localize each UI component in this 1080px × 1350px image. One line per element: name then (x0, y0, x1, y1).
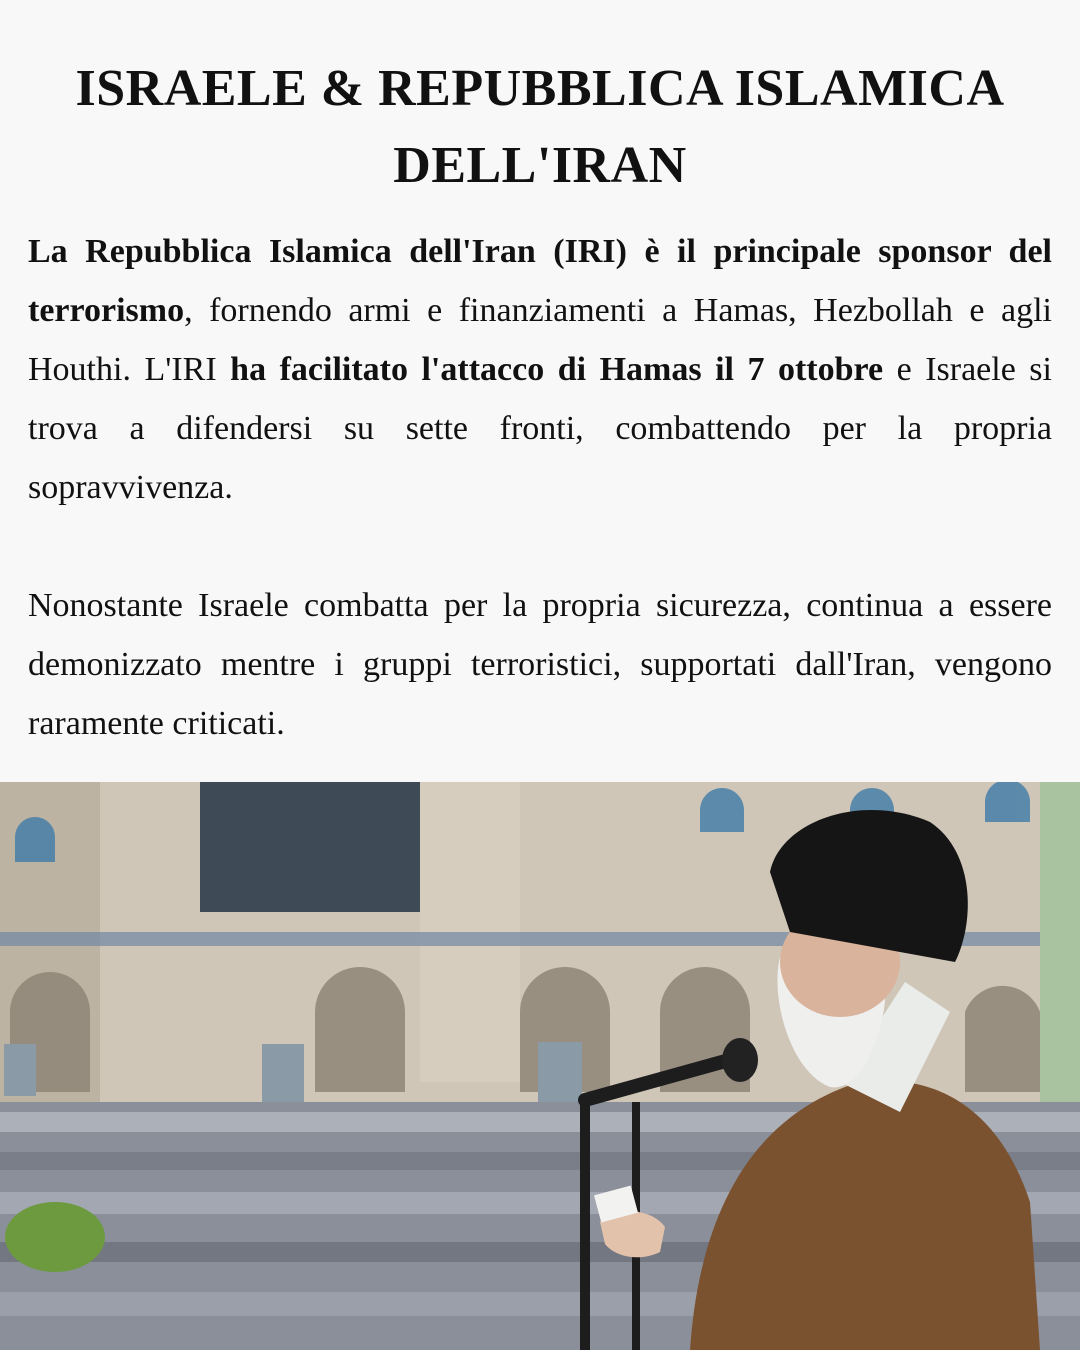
bold-phrase-1: La Repubblica Islamica dell'Iran (IRI) è il principale sponsor del terrorismo (28, 233, 1052, 329)
portrait-poster-2 (538, 1042, 582, 1104)
portrait-poster-3 (4, 1044, 36, 1096)
page-title: ISRAELE & REPUBBLICA ISLAMICA DELL'IRAN (75, 60, 1005, 194)
flower-bush (5, 1202, 105, 1272)
speaker-photo (0, 782, 1080, 1350)
body-text (28, 222, 1052, 753)
mic-stand (580, 1102, 590, 1350)
speaker-photo-illustration (0, 782, 1080, 1350)
bold-phrase-2: ha facilitato l'attacco di Hamas il 7 ottobre (230, 351, 884, 388)
portrait-poster-1 (262, 1044, 304, 1104)
paragraph-2: Nonostante Israele combatta per la propria sicurezza, continua a essere demonizzato mentre i gruppi terroristici, supportati dall'Iran, vengono raramente criticati. (28, 587, 1052, 742)
microphone-head (722, 1038, 758, 1082)
text-phrase-1: , fornendo armi e finanziamenti a Hamas, Hezbollah e agli Houthi. L'IRI (28, 292, 1052, 388)
paragraph-1 (28, 222, 1052, 517)
building-dark-window (200, 782, 420, 912)
text-phrase-2: e Israele si trova a difendersi su sette fronti, combattendo per la propria sopravvivenza. (28, 351, 1052, 506)
